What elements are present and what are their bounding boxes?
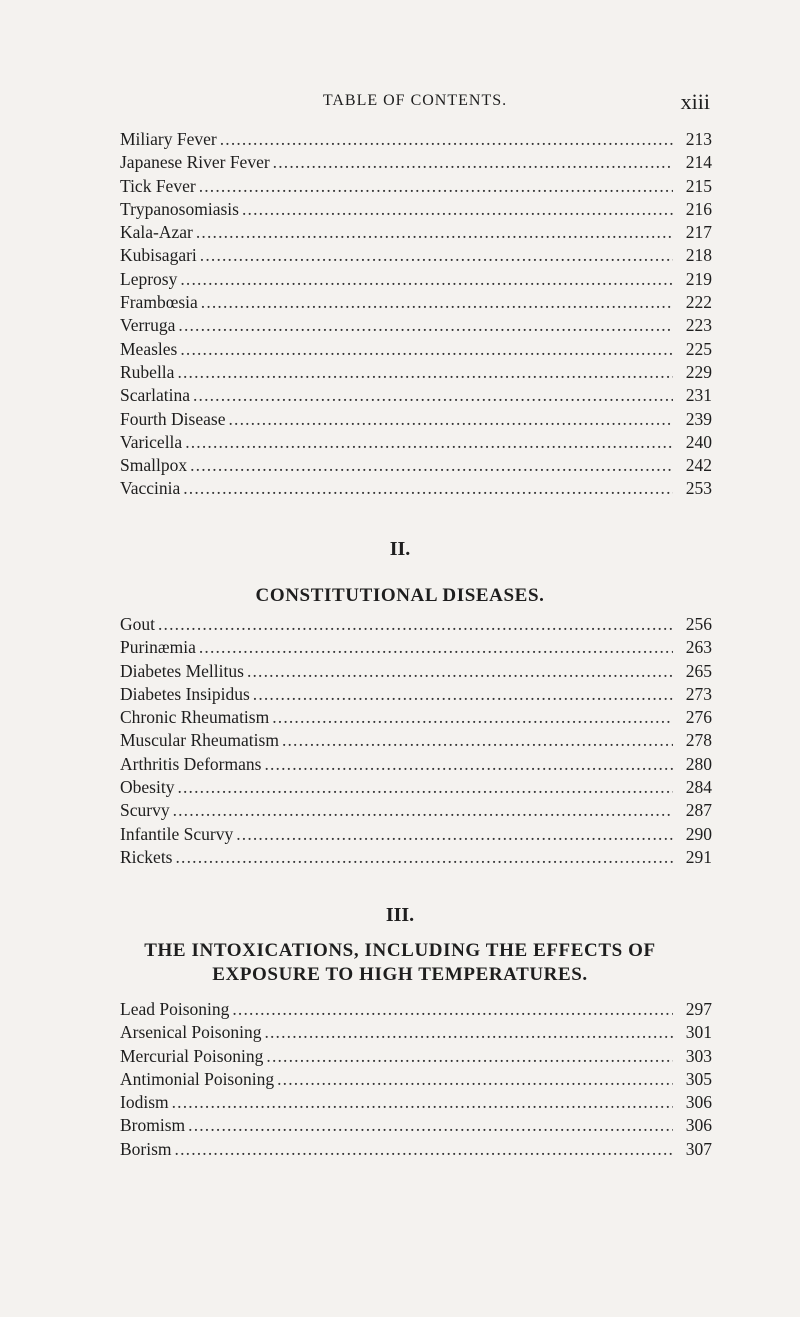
running-head-title: TABLE OF CONTENTS. (322, 92, 508, 109)
entry-page: 242 (685, 455, 712, 476)
toc-entry (120, 221, 712, 244)
entry-title: Scurvy (120, 800, 170, 821)
entry-page: 301 (685, 1022, 712, 1043)
toc-entry (120, 776, 712, 799)
dot-leader (273, 151, 673, 174)
toc-entry (120, 613, 712, 636)
entry-title: Arsenical Poisoning (120, 1022, 262, 1043)
toc-entry (120, 846, 712, 869)
entry-page: 305 (685, 1068, 712, 1089)
toc-entry (120, 361, 712, 384)
section-3-heading-line-2: EXPOSURE TO HIGH TEMPERATURES. (212, 964, 588, 985)
section-2-heading: CONSTITUTIONAL DISEASES. (255, 585, 545, 606)
dot-leader (232, 998, 673, 1021)
entry-page: 217 (685, 222, 712, 243)
dot-leader (266, 1045, 673, 1068)
entry-title: Tick Fever (120, 175, 196, 196)
entry-page: 231 (685, 385, 712, 406)
entry-title: Antimonial Poisoning (120, 1068, 275, 1089)
dot-leader (199, 636, 673, 659)
entry-title: Muscular Rheumatism (120, 730, 279, 751)
entry-title: Borism (120, 1138, 172, 1159)
dot-leader (200, 244, 673, 267)
entry-title: Bromism (120, 1115, 186, 1136)
toc-entry (120, 151, 712, 174)
dot-leader (178, 314, 673, 337)
dot-leader (242, 198, 673, 221)
dot-leader (173, 799, 673, 822)
dot-leader (188, 1114, 673, 1137)
entry-page: 213 (685, 129, 712, 149)
dot-leader (264, 753, 673, 776)
toc-entry (120, 175, 712, 198)
entry-title: Diabetes Mellitus (120, 660, 244, 681)
entry-page: 265 (685, 660, 712, 681)
entry-title: Smallpox (120, 455, 188, 476)
entry-title: Measles (120, 338, 178, 359)
entry-page: 223 (685, 315, 712, 336)
dot-leader (199, 175, 673, 198)
entry-title: Vaccinia (120, 478, 181, 499)
toc-entry (120, 408, 712, 431)
entry-title: Trypanosomiasis (120, 198, 239, 219)
entry-title: Kala-Azar (120, 222, 193, 243)
entry-title: Varicella (120, 431, 183, 452)
toc-entry (120, 314, 712, 337)
entry-page: 280 (685, 753, 712, 774)
entry-page: 219 (685, 268, 712, 289)
entry-page: 256 (685, 614, 712, 634)
entry-page: 306 (685, 1092, 712, 1113)
entry-page: 229 (685, 361, 712, 382)
entry-page: 214 (685, 152, 712, 173)
entry-title: Rubella (120, 361, 175, 382)
entry-title: Arthritis Deformans (120, 753, 262, 774)
toc-entry (120, 268, 712, 291)
dot-leader (196, 221, 673, 244)
dot-leader (253, 683, 673, 706)
entry-page: 253 (685, 478, 712, 499)
dot-leader (172, 1091, 673, 1114)
running-head (120, 89, 710, 116)
toc-entry (120, 1045, 712, 1068)
entry-title: Kubisagari (120, 245, 197, 266)
toc-entry (120, 1091, 712, 1114)
toc-entry (120, 431, 712, 454)
toc-entry (120, 706, 712, 729)
toc-entry (120, 338, 712, 361)
entry-title: Obesity (120, 777, 175, 798)
section-3-heading-line-1: THE INTOXICATIONS, INCLUDING THE EFFECTS OF (144, 940, 656, 961)
toc-entry (120, 1021, 712, 1044)
entry-page: 287 (685, 800, 712, 821)
entry-page: 297 (685, 999, 712, 1019)
dot-leader (272, 706, 673, 729)
dot-leader (180, 338, 673, 361)
entry-title: Scarlatina (120, 385, 190, 406)
dot-leader (177, 361, 673, 384)
dot-leader (180, 268, 673, 291)
entry-page: 216 (685, 198, 712, 219)
entry-page: 278 (685, 730, 712, 751)
toc-entry (120, 660, 712, 683)
toc-entry (120, 291, 712, 314)
dot-leader (176, 846, 674, 869)
entry-title: Miliary Fever (120, 129, 217, 149)
entry-page: 284 (685, 777, 712, 798)
entry-page: 263 (685, 637, 712, 658)
toc-section-2 (120, 613, 712, 869)
dot-leader (247, 660, 673, 683)
entry-title: Diabetes Insipidus (120, 683, 250, 704)
dot-leader (264, 1021, 673, 1044)
entry-title: Verruga (120, 315, 176, 336)
toc-entry (120, 384, 712, 407)
entry-page: 215 (685, 175, 712, 196)
entry-title: Frambœsia (120, 292, 198, 313)
dot-leader (193, 384, 673, 407)
dot-leader (183, 477, 673, 500)
toc-section-1 (120, 128, 712, 501)
toc-entry (120, 198, 712, 221)
dot-leader (158, 613, 673, 636)
entry-title: Chronic Rheumatism (120, 707, 270, 728)
dot-leader (220, 128, 673, 151)
dot-leader (277, 1068, 673, 1091)
dot-leader (201, 291, 673, 314)
running-head-page-number: xiii (680, 89, 710, 114)
toc-entry (120, 729, 712, 752)
toc-entry (120, 244, 712, 267)
entry-page: 306 (685, 1115, 712, 1136)
entry-page: 276 (685, 707, 712, 728)
entry-title: Fourth Disease (120, 408, 226, 429)
toc-entry (120, 128, 712, 151)
entry-page: 291 (685, 846, 712, 867)
toc-entry (120, 636, 712, 659)
toc-entry (120, 753, 712, 776)
dot-leader (177, 776, 673, 799)
dot-leader (190, 454, 673, 477)
entry-title: Leprosy (120, 268, 178, 289)
toc-entry (120, 477, 712, 500)
entry-page: 303 (685, 1045, 712, 1066)
entry-title: Japanese River Fever (120, 152, 270, 173)
entry-title: Infantile Scurvy (120, 823, 234, 844)
entry-title: Iodism (120, 1092, 169, 1113)
entry-page: 225 (685, 338, 712, 359)
toc-entry (120, 799, 712, 822)
toc-entry (120, 998, 712, 1021)
entry-title: Purinæmia (120, 637, 196, 658)
entry-title: Rickets (120, 846, 173, 867)
entry-page: 218 (685, 245, 712, 266)
section-2-numeral: II. (389, 538, 411, 560)
toc-entry (120, 683, 712, 706)
entry-page: 273 (685, 683, 712, 704)
entry-page: 240 (685, 431, 712, 452)
entry-title: Mercurial Poisoning (120, 1045, 264, 1066)
dot-leader (282, 729, 673, 752)
entry-page: 290 (685, 823, 712, 844)
toc-entry (120, 1068, 712, 1091)
toc-entry (120, 454, 712, 477)
toc-entry (120, 1138, 712, 1161)
entry-title: Gout (120, 614, 155, 634)
entry-page: 222 (685, 292, 712, 313)
dot-leader (185, 431, 673, 454)
entry-page: 239 (685, 408, 712, 429)
dot-leader (236, 823, 673, 846)
toc-entry (120, 1114, 712, 1137)
entry-title: Lead Poisoning (120, 999, 230, 1019)
section-3-numeral: III. (385, 904, 415, 926)
toc-entry (120, 823, 712, 846)
dot-leader (175, 1138, 673, 1161)
entry-page: 307 (685, 1138, 712, 1159)
dot-leader (228, 408, 673, 431)
toc-section-3 (120, 998, 712, 1161)
